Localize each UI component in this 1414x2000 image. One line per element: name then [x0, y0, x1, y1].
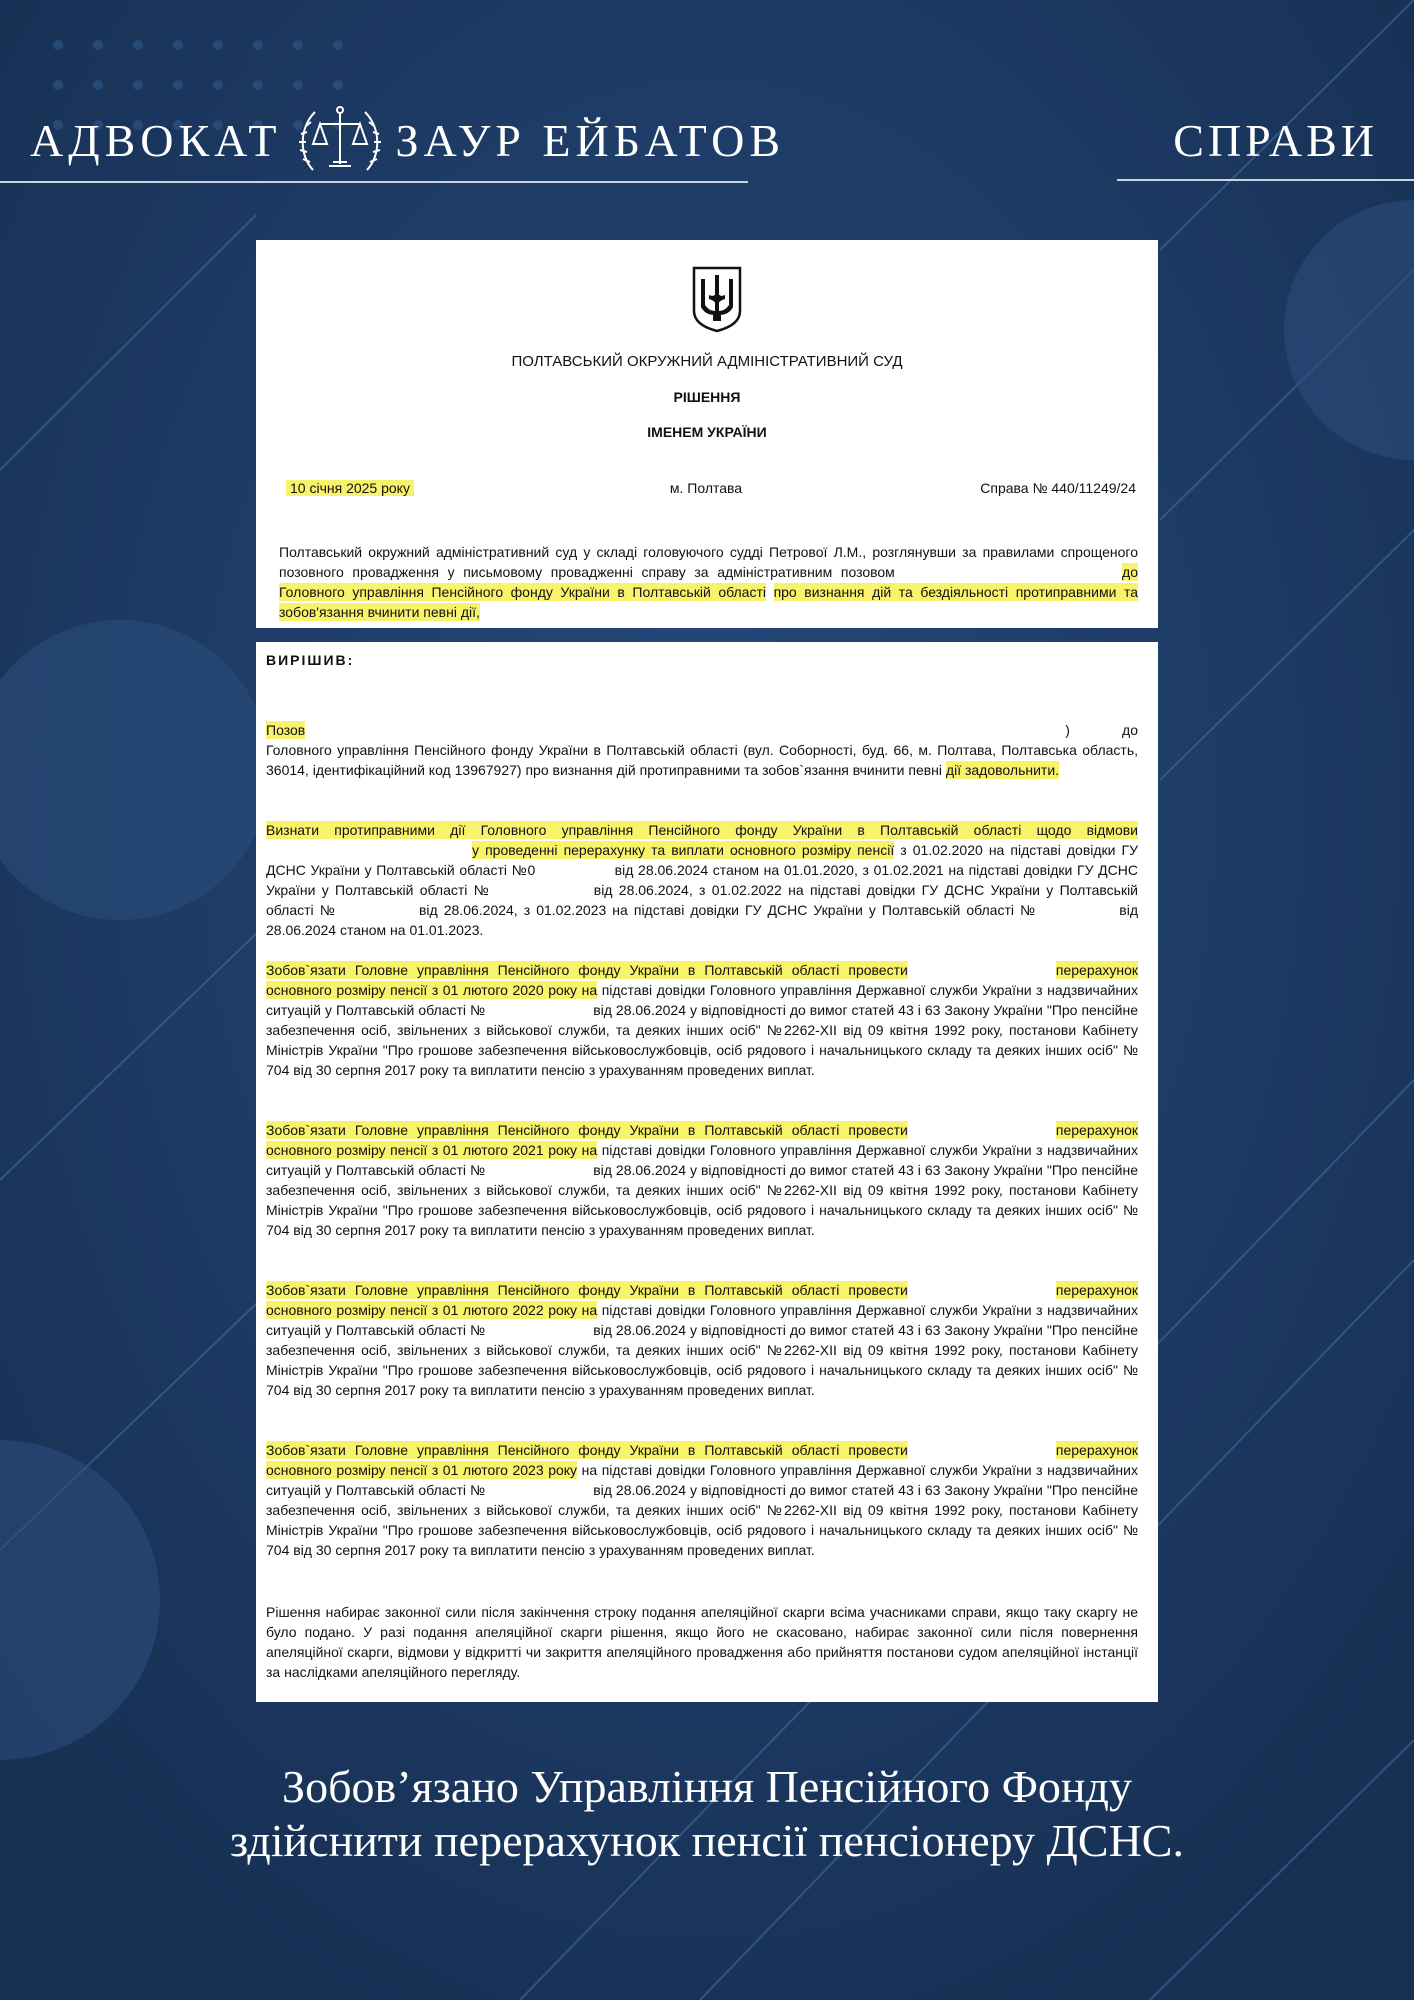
document-type: РІШЕННЯ [673, 389, 741, 405]
oblige-text: Зобов`язати Головне управління Пенсійного фонду України в Полтавській області провести [266, 1282, 908, 1298]
basis-text-a: підставі довідки Головного управління Державної служби України з надзвичайних ситуацій у Полтавській області № [266, 1302, 1138, 1338]
oblige-text: Зобов`язати Головне управління Пенсійного фонду України в Полтавській області провести [266, 1122, 908, 1138]
decision-date: 10 січня 2025 року [286, 480, 414, 496]
oblige-text: Зобов`язати Головне управління Пенсійного фонду України в Полтавській області провести [266, 1442, 908, 1458]
intro-subject: про визнання дій та бездіяльності протиправними та зобов'язання вчинити певні дії, [279, 584, 1138, 620]
basis-text-b: від 28.06.2024 у відповідності до вимог статей 43 і 63 Закону України "Про пенсійне забезпечення осіб, звільнених з військової служби, та деяких інших осіб" №2262-XII від 09 квітня 1992 року, постанови Кабінету Міністрів України "Про грошове забезпечення військовослужбовців, осіб рядового і начальницького складу та деяких інших осіб" № 704 від 30 серпня 2017 року та виплатити пенсію з урахуванням проведених виплат. [266, 1002, 1139, 1078]
basis-text-b: від 28.06.2024 у відповідності до вимог статей 43 і 63 Закону України "Про пенсійне забезпечення осіб, звільнених з військової служби, та деяких інших осіб" №2262-XII від 09 квітня 1992 року, постанови Кабінету Міністрів України "Про грошове забезпечення військовослужбовців, осіб рядового і начальницького складу та деяких інших осіб" № 704 від 30 серпня 2017 року та виплатити пенсію з урахуванням проведених виплат. [266, 1162, 1139, 1238]
verdict-paragraph-1 [266, 720, 1138, 780]
p2-text-2: від 28.06.2024 станом на 01.01.2020, з 01.02.2021 на підставі довідки ГУ ДСНС України у Полтавській області № [266, 862, 1138, 898]
verdict-final-paragraph: Рішення набирає законної сили після закінчення строку подання апеляційної скарги всіма учасниками справи, якщо таку скаргу не було подано. У разі подання апеляційної скарги рішення, якщо його не скасовано, набирає законної сили після повернення апеляційної скарги, відмови у відкритті чи закриття апеляційного провадження або прийняття постанови судом апеляційної інстанції за наслідками апеляційного перегляду. [266, 1604, 1138, 1680]
basis-text-b: від 28.06.2024 у відповідності до вимог статей 43 і 63 Закону України "Про пенсійне забезпечення осіб, звільнених з військової служби, та деяких інших осіб" №2262-XII від 09 квітня 1992 року, постанови Кабінету Міністрів України "Про грошове забезпечення військовослужбовців, осіб рядового і начальницького складу та деяких інших осіб" № 704 від 30 серпня 2017 року та виплатити пенсію з урахуванням проведених виплат. [266, 1482, 1139, 1558]
p2-text-1: з 01.02.2020 на підставі довідки ГУ ДСНС України у Полтавській області №0 [266, 842, 1139, 878]
verdict-paragraph-2022 [266, 1280, 1138, 1400]
caption-line-1: Зобов’язано Управління Пенсійного Фонду [282, 1761, 1132, 1812]
claim-label: Позов [266, 722, 306, 738]
case-number: Справа № 440/11249/24 [980, 480, 1136, 496]
basis-text-a: підставі довідки Головного управління Державної служби України з надзвичайних ситуацій у Полтавській області № [266, 982, 1138, 1018]
claim-text: Головного управління Пенсійного фонду України в Полтавській області (вул. Соборності, буд. 66, м. Полтава, Полтавська область, 36014, ідентифікаційний код 13967927) про визнання дій протиправними та зобов`язання вчинити певні [266, 742, 1138, 778]
ukraine-trident-icon [691, 265, 743, 333]
oblige-text: Зобов`язати Головне управління Пенсійного фонду України в Полтавській області провести [266, 962, 908, 978]
brand-header [30, 104, 785, 176]
recalc-2022: перерахунок основного розміру пенсії з 01 лютого 2022 року на [266, 1282, 1139, 1318]
p2-text-4: від 28.06.2024, з 01.02.2023 на підставі довідки ГУ ДСНС України у Полтавській області № [418, 902, 1038, 918]
in-name-of-ukraine: ІМЕНЕМ УКРАЇНИ [647, 424, 767, 440]
claim-tail: ) до [1065, 722, 1138, 738]
verdict-paragraph-2020 [266, 960, 1138, 1080]
recalc-2020: перерахунок основного розміру пенсії з 01 лютого 2020 року на [266, 962, 1139, 998]
intro-text-1: Полтавський окружний адміністративний суд у складі головуючого судді Петрової Л.М., розглянувши за правилами спрощеного позовного провадження у письмовому провадженні справу за адміністративним позовом [279, 544, 1138, 580]
court-decision-header [256, 240, 1158, 628]
header-rule-left [0, 181, 748, 183]
decision-city: м. Полтава [669, 480, 743, 496]
header-rule-right [1117, 179, 1414, 181]
basis-text-b: від 28.06.2024 у відповідності до вимог статей 43 і 63 Закону України "Про пенсійне забезпечення осіб, звільнених з військової служби, та деяких інших осіб" №2262-XII від 09 квітня 1992 року, постанови Кабінету Міністрів України "Про грошове забезпечення військовослужбовців, осіб рядового і начальницького складу та деяких інших осіб" № 704 від 30 серпня 2017 року та виплатити пенсію з урахуванням проведених виплат. [266, 1322, 1139, 1398]
claim-granted: дії задовольнити. [945, 762, 1060, 778]
verdict-heading: ВИРІШИВ: [266, 652, 355, 668]
recalc-2023: перерахунок основного розміру пенсії з 01 лютого 2023 року [266, 1442, 1139, 1478]
scales-of-justice-laurel-icon [295, 100, 385, 180]
p2-text-3: від 28.06.2024, з 01.02.2022 на підставі довідки ГУ ДСНС України у Полтавській області № [266, 882, 1138, 918]
basis-text-2023-a: на підставі довідки Головного управління Державної служби України з надзвичайних ситуацій у Полтавській області № [266, 1462, 1138, 1498]
basis-text-a: підставі довідки Головного управління Державної служби України з надзвичайних ситуацій у Полтавській області № [266, 1142, 1138, 1178]
unlawful-actions: Визнати протиправними дії Головного управління Пенсійного фонду України в Полтавській області щодо відмови [266, 822, 1138, 838]
section-link[interactable] [1173, 104, 1378, 176]
intro-paragraph [279, 542, 1138, 622]
court-decision-verdict [256, 642, 1158, 1702]
unlawful-refusal: у проведенні перерахунку та виплати основного розміру пенсії [472, 842, 895, 858]
p2-text-5: від 28.06.2024 станом на 01.01.2023. [266, 902, 1139, 938]
verdict-paragraph-2023 [266, 1440, 1138, 1560]
brand-right-text: ЗАУР ЕЙБАТОВ [395, 114, 786, 166]
page-caption [0, 1760, 1414, 1868]
section-label: СПРАВИ [1173, 114, 1378, 166]
verdict-paragraph-2 [266, 820, 1138, 940]
caption-line-2: здійснити перерахунок пенсії пенсіонеру ДСНС. [230, 1815, 1184, 1866]
intro-defendant: до Головного управління Пенсійного фонду України в Полтавській області [279, 564, 1138, 600]
brand-left-text: АДВОКАТ [30, 114, 282, 166]
verdict-paragraph-2021 [266, 1120, 1138, 1240]
recalc-2021: перерахунок основного розміру пенсії з 01 лютого 2021 року на [266, 1122, 1139, 1158]
court-name: ПОЛТАВСЬКИЙ ОКРУЖНИЙ АДМІНІСТРАТИВНИЙ СУД [511, 353, 903, 370]
